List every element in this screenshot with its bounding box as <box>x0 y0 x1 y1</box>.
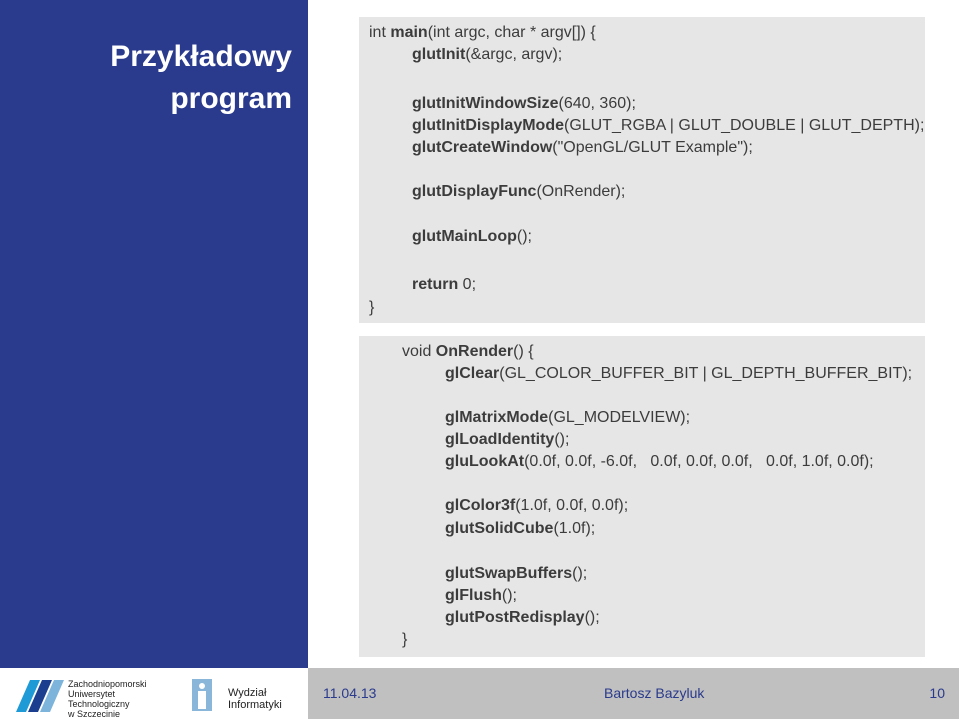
code-text: (); <box>516 228 532 245</box>
code-text: (int argc, char * argv[]) { <box>427 24 596 41</box>
code-text: } <box>369 299 375 316</box>
code-text: (GL_COLOR_BUFFER_BIT | GL_DEPTH_BUFFER_BIT); <box>499 365 913 382</box>
main-code-line <box>412 44 562 66</box>
code-text: } <box>402 631 408 648</box>
function-name: gluLookAt <box>445 453 525 470</box>
wi-logo-icon <box>190 677 214 713</box>
code-block-main <box>359 17 925 323</box>
code-text: (GL_MODELVIEW); <box>548 409 691 426</box>
zut-logo-text <box>68 679 147 719</box>
onrender-code-line <box>445 451 874 473</box>
onrender-code-line <box>445 363 912 385</box>
function-name: glutInitWindowSize <box>412 95 559 112</box>
function-name: glutSwapBuffers <box>445 565 573 582</box>
code-text: (); <box>501 587 517 604</box>
code-text: (1.0f); <box>553 520 596 537</box>
zut-logo-line: Technologiczny <box>68 699 130 709</box>
sidebar <box>0 0 308 668</box>
main-code-line <box>412 226 532 248</box>
zut-logo-line: w Szczecinie <box>68 709 121 719</box>
function-name: glColor3f <box>445 497 516 514</box>
wi-logo <box>190 677 290 715</box>
code-text: (OnRender); <box>536 183 626 200</box>
function-name: glClear <box>445 365 500 382</box>
code-block-onrender <box>359 336 925 657</box>
function-name: glutPostRedisplay <box>445 609 585 626</box>
function-name: glutInitDisplayMode <box>412 117 564 134</box>
onrender-code-line <box>445 607 600 629</box>
zut-logo-line: Uniwersytet <box>68 689 116 699</box>
code-text: (GLUT_RGBA | GLUT_DOUBLE | GLUT_DEPTH); <box>564 117 925 134</box>
footer-date: 11.04.13 <box>323 685 377 701</box>
wi-logo-line: Wydział <box>228 687 267 699</box>
zut-logo <box>14 677 184 719</box>
code-text: (&argc, argv); <box>465 46 563 63</box>
code-text: (0.0f, 0.0f, -6.0f, 0.0f, 0.0f, 0.0f, 0.0f, 1.0f, 0.0f); <box>524 453 874 470</box>
function-name: glutCreateWindow <box>412 139 553 156</box>
function-name: glMatrixMode <box>445 409 549 426</box>
main-code-line <box>412 115 924 137</box>
main-code-line <box>369 297 374 319</box>
zut-logo-icon <box>14 678 66 714</box>
slide-title: Przykładowy program <box>110 40 292 115</box>
wi-logo-text <box>228 687 282 711</box>
code-text: (); <box>554 431 570 448</box>
function-name: glFlush <box>445 587 502 604</box>
zut-logo-line: Zachodniopomorski <box>68 679 147 689</box>
function-name: glLoadIdentity <box>445 431 555 448</box>
function-name: glutMainLoop <box>412 228 517 245</box>
code-text: ("OpenGL/GLUT Example"); <box>552 139 753 156</box>
onrender-code-line <box>445 429 569 451</box>
footer-page-number: 10 <box>929 685 945 701</box>
wi-logo-line: Informatyki <box>228 699 282 711</box>
code-text: void <box>402 343 436 360</box>
footer-author: Bartosz Bazyluk <box>604 685 705 701</box>
code-text: (); <box>572 565 588 582</box>
code-text: (); <box>584 609 600 626</box>
code-text: int <box>369 24 391 41</box>
onrender-code-line <box>402 341 534 363</box>
function-name: glutDisplayFunc <box>412 183 537 200</box>
onrender-code-line <box>445 518 595 540</box>
code-text: 0; <box>458 276 477 293</box>
main-code-line <box>412 181 625 203</box>
code-text: (1.0f, 0.0f, 0.0f); <box>515 497 629 514</box>
onrender-code-line <box>402 629 407 651</box>
function-name: OnRender <box>435 343 514 360</box>
main-code-line <box>412 137 753 159</box>
main-code-line <box>412 93 636 115</box>
onrender-code-line <box>445 563 587 585</box>
code-text: (640, 360); <box>558 95 636 112</box>
main-code-line <box>369 22 596 44</box>
function-name: main <box>390 24 428 41</box>
function-name: glutSolidCube <box>445 520 554 537</box>
function-name: glutInit <box>412 46 466 63</box>
onrender-code-line <box>445 495 628 517</box>
onrender-code-line <box>445 585 517 607</box>
main-code-line <box>412 274 476 296</box>
onrender-code-line <box>445 407 690 429</box>
code-text: () { <box>513 343 534 360</box>
function-name: return <box>412 276 459 293</box>
